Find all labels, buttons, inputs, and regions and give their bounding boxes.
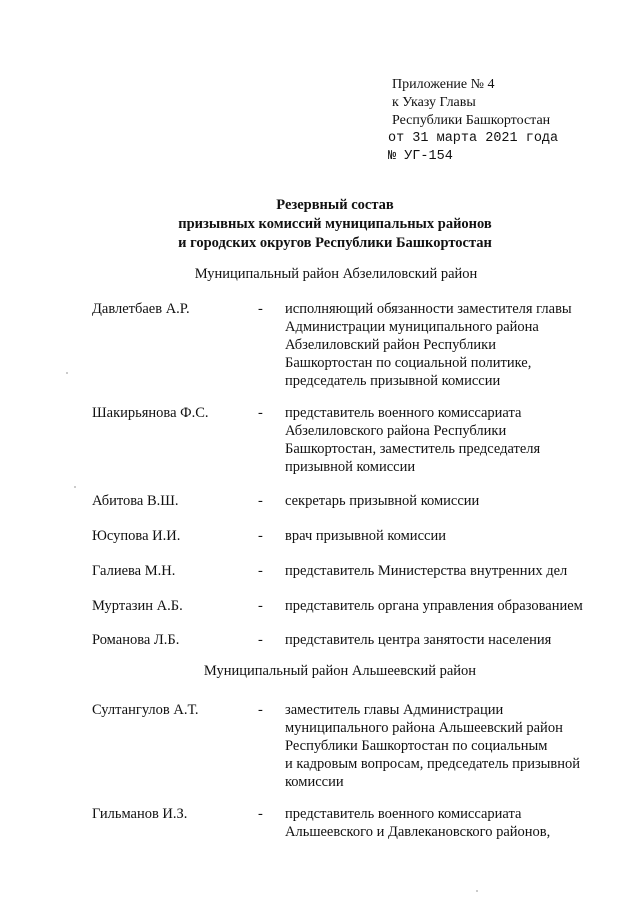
member-name: Романова Л.Б. <box>92 632 180 648</box>
title-line-2: призывных комиссий муниципальных районов <box>178 216 492 232</box>
member-name: Султангулов А.Т. <box>92 702 199 718</box>
member-role-line: Альшеевского и Давлекановского районов, <box>285 824 551 840</box>
member-role-line: представитель центра занятости населения <box>285 632 552 648</box>
member-role-line: Абзелиловский район Республики <box>285 337 496 353</box>
member-dash: - <box>258 301 263 317</box>
member-name: Давлетбаев А.Р. <box>92 301 190 317</box>
member-role-line: представитель органа управления образованием <box>285 598 583 614</box>
member-role-line: Республики Башкортостан по социальным <box>285 738 548 754</box>
title-line-3: и городских округов Республики Башкортостан <box>178 235 492 251</box>
member-role-line: секретарь призывной комиссии <box>285 493 480 509</box>
member-name: Шакирьянова Ф.С. <box>92 405 209 421</box>
annex-date: от 31 марта 2021 года <box>388 131 559 146</box>
member-role <box>285 597 615 615</box>
member-role <box>285 492 615 510</box>
document-title <box>0 196 640 253</box>
scan-speck <box>66 372 68 374</box>
member-name: Абитова В.Ш. <box>92 493 179 509</box>
member-role-line: заместитель главы Администрации <box>285 702 504 718</box>
member-role-line: Башкортостан по социальной политике, <box>285 355 532 371</box>
section-heading: Муниципальный район Альшеевский район <box>203 663 477 679</box>
member-dash: - <box>258 632 263 648</box>
scan-speck <box>476 890 478 892</box>
member-role-line: комиссии <box>285 774 344 790</box>
member-role <box>285 631 615 649</box>
member-role-line: представитель военного комиссариата <box>285 405 522 421</box>
member-role <box>285 300 615 390</box>
member-role-line: представитель военного комиссариата <box>285 806 522 822</box>
member-role <box>285 562 615 580</box>
annex-block <box>388 76 558 166</box>
member-role-line: председатель призывной комиссии <box>285 373 501 389</box>
member-name: Юсупова И.И. <box>92 528 181 544</box>
member-role <box>285 805 615 841</box>
annex-line-2: к Указу Главы <box>392 95 476 110</box>
member-dash: - <box>258 528 263 544</box>
member-role <box>285 404 615 476</box>
member-role-line: врач призывной комиссии <box>285 528 446 544</box>
member-dash: - <box>258 806 263 822</box>
annex-number: № УГ-154 <box>388 149 453 164</box>
member-role-line: представитель Министерства внутренних дел <box>285 563 568 579</box>
member-role-line: Башкортостан, заместитель председателя <box>285 441 541 457</box>
member-name: Галиева М.Н. <box>92 563 176 579</box>
member-name: Муртазин А.Б. <box>92 598 183 614</box>
annex-line-3: Республики Башкортостан <box>392 113 551 128</box>
member-role-line: муниципального района Альшеевский район <box>285 720 563 736</box>
member-role-line: и кадровым вопросам, председатель призывной <box>285 756 581 772</box>
member-role-line: призывной комиссии <box>285 459 416 475</box>
member-role <box>285 527 615 545</box>
member-dash: - <box>258 598 263 614</box>
member-role-line: Абзелиловского района Республики <box>285 423 507 439</box>
member-name: Гильманов И.З. <box>92 806 188 822</box>
section-heading: Муниципальный район Абзелиловский район <box>194 266 478 282</box>
member-dash: - <box>258 563 263 579</box>
member-role <box>285 701 615 791</box>
member-dash: - <box>258 405 263 421</box>
member-dash: - <box>258 702 263 718</box>
member-role-line: Администрации муниципального района <box>285 319 539 335</box>
title-line-1: Резервный состав <box>276 197 394 213</box>
member-dash: - <box>258 493 263 509</box>
annex-line-1: Приложение № 4 <box>392 77 495 92</box>
member-role-line: исполняющий обязанности заместителя главы <box>285 301 572 317</box>
scan-speck <box>74 486 76 488</box>
